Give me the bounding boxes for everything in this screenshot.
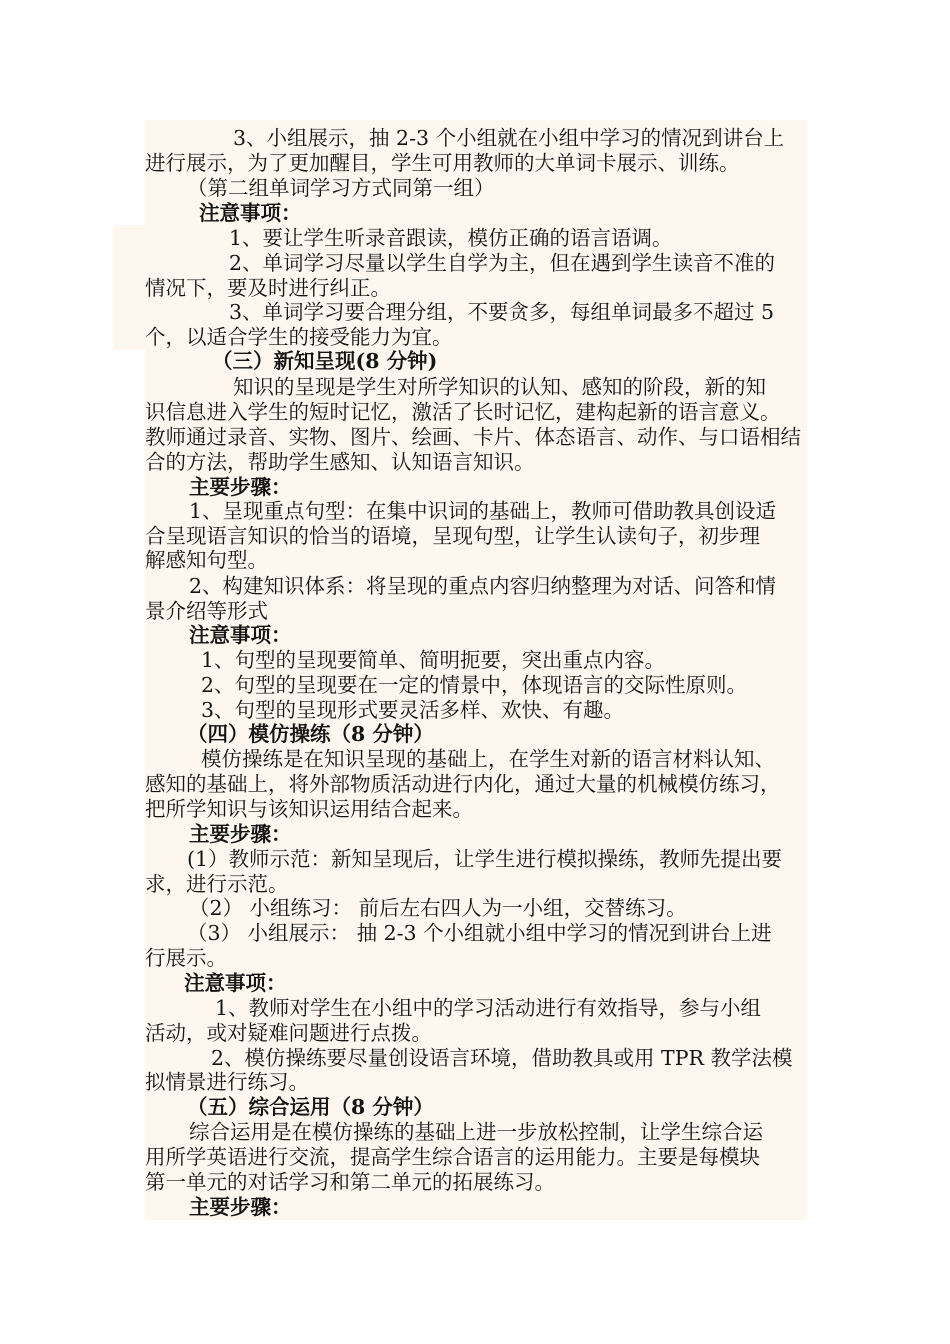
text-line: 识信息进入学生的短时记忆，激活了长时记忆，建构起新的语言意义。 [145,400,781,424]
text-line: 求，进行示范。 [145,872,289,896]
text-line: 景介绍等形式 [145,599,268,623]
text-line: 合的方法，帮助学生感知、认知语言知识。 [145,450,535,474]
text-line: 2、单词学习尽量以学生自学为主，但在遇到学生读音不准的 [229,251,776,275]
section-heading: 主要步骤： [189,475,292,499]
text-line: 2、构建知识体系：将呈现的重点内容归纳整理为对话、问答和情 [189,574,777,598]
text-line: 1、句型的呈现要简单、简明扼要，突出重点内容。 [201,648,666,672]
text-line: 用所学英语进行交流，提高学生综合语言的运用能力。主要是每模块 [145,1145,760,1169]
text-line: 活动，或对疑难问题进行点拨。 [145,1021,432,1045]
text-line: 3、小组展示，抽 2-3 个小组就在小组中学习的情况到讲台上 [233,126,785,150]
section-heading: 主要步骤： [189,822,292,846]
text-line: 教师通过录音、实物、图片、绘画、卡片、体态语言、动作、与口语相结 [145,425,801,449]
section-heading: 注意事项： [189,623,292,647]
text-line: 模仿操练是在知识呈现的基础上，在学生对新的语言材料认知、 [201,747,775,771]
text-line: 1、呈现重点句型：在集中识词的基础上，教师可借助教具创设适 [189,499,777,523]
text-line: （3） 小组展示： 抽 2-3 个小组就小组中学习的情况到讲台上进 [187,921,772,945]
section-heading: 注意事项： [199,201,302,225]
section-heading: （五）综合运用（8 分钟） [187,1095,434,1119]
text-line: 把所学知识与该知识运用结合起来。 [145,797,473,821]
text-line: 2、句型的呈现要在一定的情景中，体现语言的交际性原则。 [201,673,748,697]
text-line: 个，以适合学生的接受能力为宜。 [145,325,453,349]
text-line: 2、模仿操练要尽量创设语言环境，借助教具或用 TPR 教学法模 [211,1046,793,1070]
text-line: 综合运用是在模仿操练的基础上进一步放松控制，让学生综合运 [189,1120,763,1144]
text-line: 知识的呈现是学生对所学知识的认知、感知的阶段，新的知 [233,375,766,399]
text-line: 进行展示，为了更加醒目，学生可用教师的大单词卡展示、训练。 [145,151,740,175]
text-line: (1）教师示范：新知呈现后，让学生进行模拟操练，教师先提出要 [187,847,783,871]
text-line: 情况下，要及时进行纠正。 [145,276,391,300]
text-line: （2） 小组练习： 前后左右四人为一小组，交替练习。 [189,896,687,920]
section-heading: 注意事项： [184,971,287,995]
text-line: 解感知句型。 [145,548,268,572]
text-line: 1、教师对学生在小组中的学习活动进行有效指导，参与小组 [215,996,762,1020]
section-heading: （三）新知呈现(8 分钟) [212,349,438,373]
text-line: 拟情景进行练习。 [145,1070,309,1094]
section-heading: 主要步骤： [189,1195,292,1219]
text-line: 1、要让学生听录音跟读，模仿正确的语言语调。 [229,226,673,250]
text-line: 3、句型的呈现形式要灵活多样、欢快、有趣。 [201,698,625,722]
text-line: 感知的基础上，将外部物质活动进行内化，通过大量的机械模仿练习， [145,772,781,796]
text-line: 3、单词学习要合理分组，不要贪多，每组单词最多不超过 5 [229,300,775,324]
text-line: 第一单元的对话学习和第二单元的拓展练习。 [145,1170,555,1194]
document-background-side [113,225,147,350]
text-line: 行展示。 [145,946,227,970]
section-heading: （四）模仿操练（8 分钟） [187,722,434,746]
text-line: （第二组单词学习方式同第一组） [187,176,495,200]
text-line: 合呈现语言知识的恰当的语境，呈现句型，让学生认读句子，初步理 [145,524,760,548]
